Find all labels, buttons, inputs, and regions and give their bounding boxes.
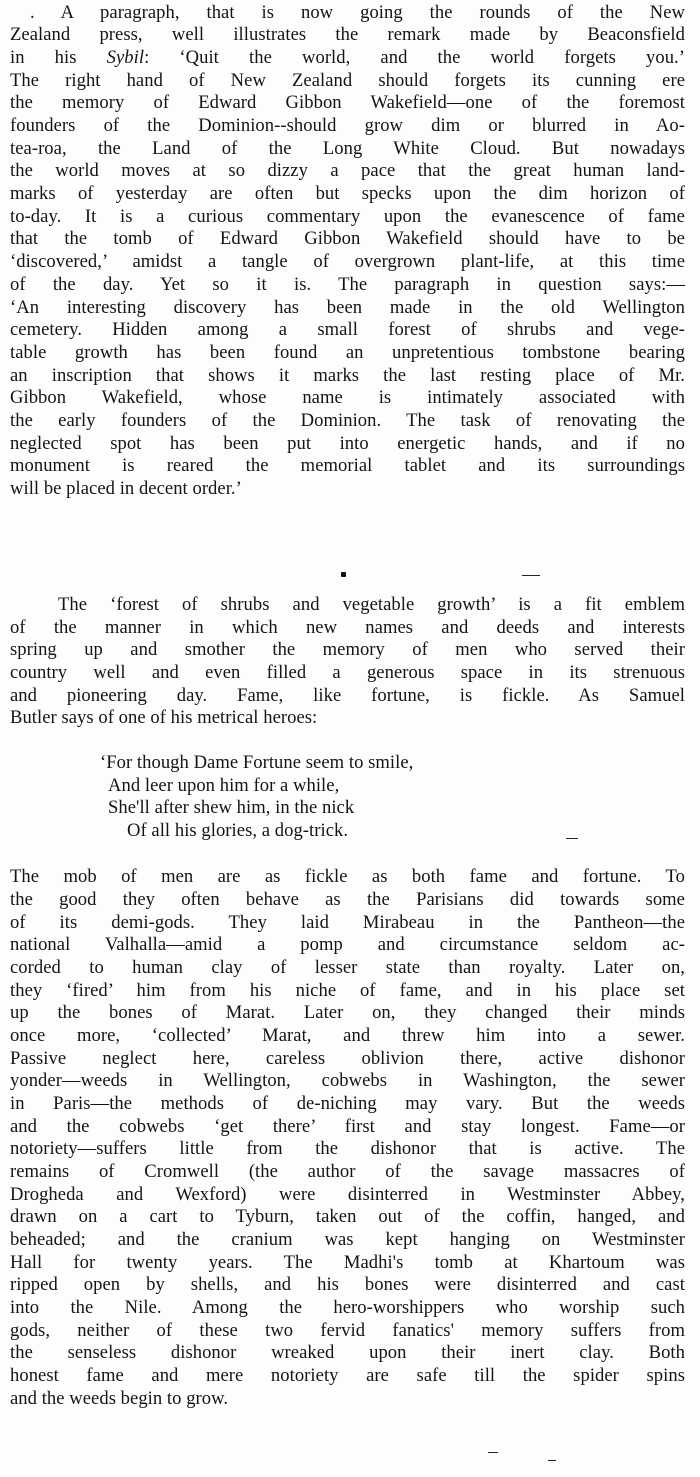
text-line (10, 47, 685, 69)
text-run: in his (10, 47, 107, 68)
verse-line: Of all his glories, a dog-trick. (127, 820, 349, 841)
verse-line: ‘For though Dame Fortune seem to smile, (100, 752, 414, 773)
text-line: the good they often behave as the Parisians did towards some (10, 889, 685, 910)
text-line: . A paragraph, that is now going the rounds of the New (30, 2, 685, 23)
print-speck (566, 838, 578, 839)
text-line: ‘An interesting discovery has been made in the old Wellington (10, 297, 685, 318)
text-line: marks of yesterday are often but specks upon the dim horizon of (10, 183, 685, 204)
text-line: of the day. Yet so it is. The paragraph in question says:— (10, 274, 685, 295)
text-line: the early founders of the Dominion. The task of renovating the (10, 410, 685, 431)
text-line: ‘discovered,’ amidst a tangle of overgrown plant-life, at this time (10, 251, 685, 272)
text-line: an inscription that shows it marks the last resting place of Mr. (10, 365, 685, 386)
text-line: in Paris—the methods of de-niching may vary. But the weeds (10, 1093, 685, 1114)
print-speck (488, 1452, 498, 1453)
text-line: founders of the Dominion--should grow dim or blurred in Ao- (10, 115, 685, 136)
text-line: Butler says of one of his metrical heroes: (10, 707, 318, 728)
text-line: beheaded; and the cranium was kept hanging on Westminster (10, 1229, 685, 1250)
text-line: they ‘fired’ him from his niche of fame, and in his place set (10, 980, 685, 1001)
section-mark (341, 572, 346, 577)
text-line: ripped open by shells, and his bones were disinterred and cast (10, 1274, 685, 1295)
text-line: Passive neglect here, careless oblivion there, active dishonor (10, 1048, 685, 1069)
print-speck (522, 575, 540, 576)
text-line: Hall for twenty years. The Madhi's tomb at Khartoum was (10, 1252, 685, 1273)
book-title-sybil: Sybil (106, 47, 145, 68)
text-line: into the Nile. Among the hero-worshippers who worship such (10, 1297, 685, 1318)
verse-line: And leer upon him for a while, (108, 775, 340, 796)
text-line: table growth has been found an unpretentious tombstone bearing (10, 342, 685, 363)
text-line: and the weeds begin to grow. (10, 1388, 229, 1409)
text-line: of the manner in which new names and deeds and interests (10, 617, 685, 638)
text-line: cemetery. Hidden among a small forest of shrubs and vege- (10, 319, 685, 340)
verse-line: She'll after shew him, in the nick (108, 797, 355, 818)
text-line: up the bones of Marat. Later on, they changed their minds (10, 1002, 685, 1023)
text-line: yonder—weeds in Wellington, cobwebs in Washington, the sewer (10, 1070, 685, 1091)
text-line: The right hand of New Zealand should forgets its cunning ere (10, 70, 685, 91)
text-line: tea-roa, the Land of the Long White Cloud. But nowadays (10, 138, 685, 159)
text-line: Gibbon Wakefield, whose name is intimately associated with (10, 387, 685, 408)
text-run: : ‘Quit the world, and the world forgets you.’ (144, 47, 685, 68)
text-line: corded to human clay of lesser state than royalty. Later on, (10, 957, 685, 978)
text-line: Zealand press, well illustrates the remark made by Beaconsfield (10, 24, 685, 45)
text-line: remains of Cromwell (the author of the savage massacres of (10, 1161, 685, 1182)
text-line: The ‘forest of shrubs and vegetable growth’ is a fit emblem (58, 594, 685, 615)
text-line: that the tomb of Edward Gibbon Wakefield should have to be (10, 228, 685, 249)
text-line: will be placed in decent order.’ (10, 478, 242, 499)
text-line: monument is reared the memorial tablet and its surroundings (10, 455, 685, 476)
text-line: spring up and smother the memory of men who served their (10, 639, 685, 660)
text-line: and pioneering day. Fame, like fortune, is fickle. As Samuel (10, 685, 685, 706)
text-line: The mob of men are as fickle as both fame and fortune. To (10, 866, 685, 887)
text-line: drawn on a cart to Tyburn, taken out of the coffin, hanged, and (10, 1206, 685, 1227)
text-line: the world moves at so dizzy a pace that the great human land- (10, 160, 685, 181)
text-line: country well and even filled a generous space in its strenuous (10, 662, 685, 683)
text-line: honest fame and mere notoriety are safe till the spider spins (10, 1365, 685, 1386)
text-line: of its demi-gods. They laid Mirabeau in the Pantheon—the (10, 912, 685, 933)
text-line: national Valhalla—amid a pomp and circumstance seldom ac- (10, 934, 685, 955)
text-line: once more, ‘collected’ Marat, and threw him into a sewer. (10, 1025, 685, 1046)
text-line: the senseless dishonor wreaked upon their inert clay. Both (10, 1342, 685, 1363)
print-speck (548, 1460, 556, 1461)
text-line: notoriety—suffers little from the dishonor that is active. The (10, 1138, 685, 1159)
text-line: Drogheda and Wexford) were disinterred in Westminster Abbey, (10, 1184, 685, 1205)
text-line: gods, neither of these two fervid fanatics' memory suffers from (10, 1320, 685, 1341)
text-line: to-day. It is a curious commentary upon the evanescence of fame (10, 206, 685, 227)
text-line: and the cobwebs ‘get there’ first and stay longest. Fame—or (10, 1116, 685, 1137)
text-line: neglected spot has been put into energetic hands, and if no (10, 433, 685, 454)
text-line: the memory of Edward Gibbon Wakefield—one of the foremost (10, 92, 685, 113)
